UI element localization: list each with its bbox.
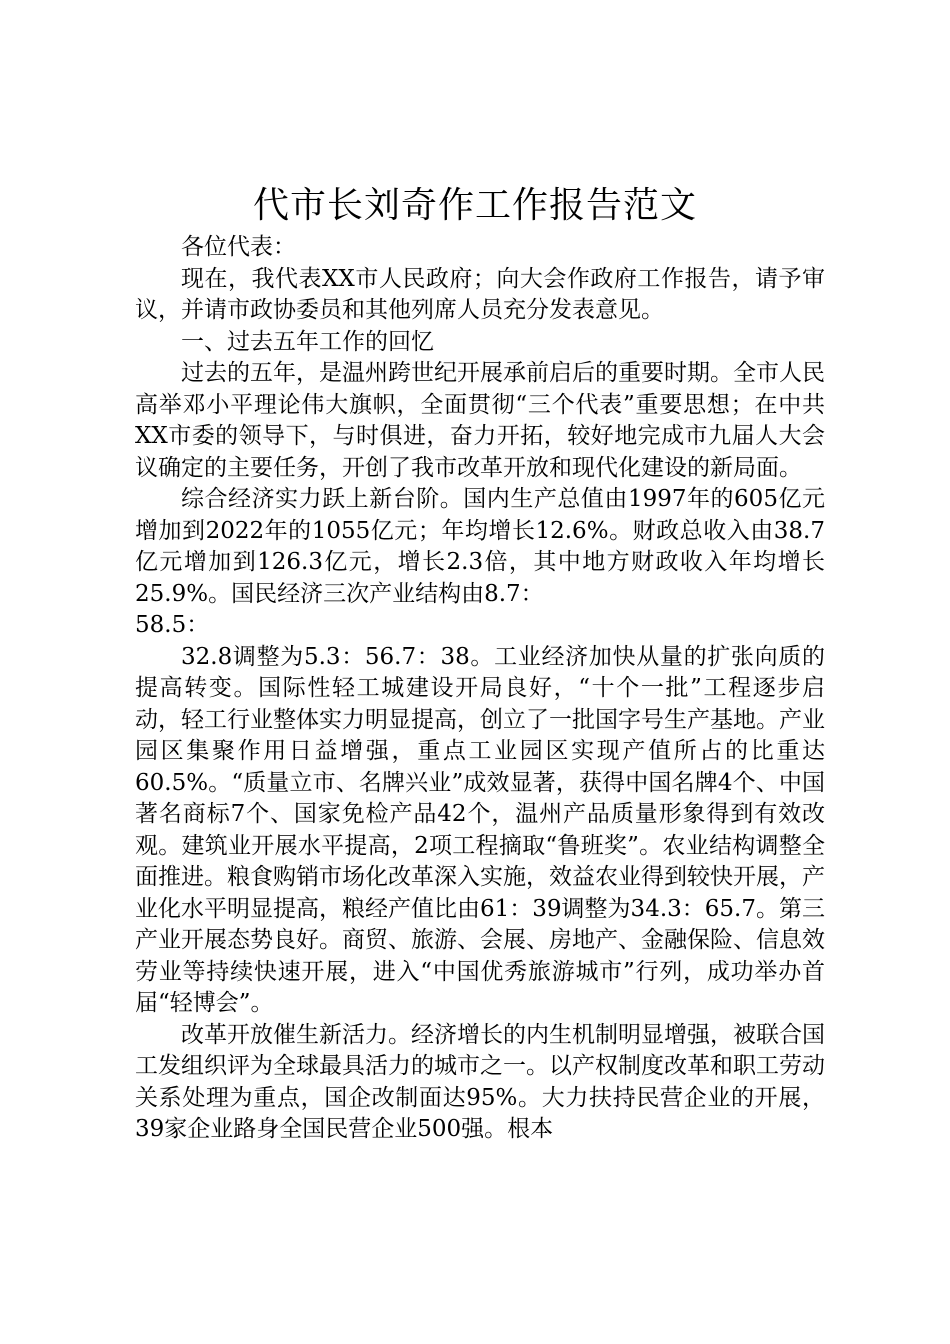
body-paragraph: 32.8调整为5.3：56.7：38。工业经济加快从量的扩张向质的提高转变。国际性轻工城建设开局良好，“十个一批”工程逐步启动，轻工行业整体实力明显提高，创立了一批国字号生产基地。产业园区集聚作用日益增强，重点工业园区实现产值所占的比重达60.5%。“质量立市、名牌兴业”成效显著，获得中国名牌4个、中国著名商标7个、国家免检产品42个，温州产品质量形象得到有效改观。建筑业开展水平提高，2项工程摘取“鲁班奖”。农业结构调整全面推进。粮食购销市场化改革深入实施，效益农业得到较快开展，产业化水平明显提高，粮经产值比由61：39调整为34.3：65.7。第三产业开展态势良好。商贸、旅游、会展、房地产、金融保险、信息效劳业等持续快速开展，进入“中国优秀旅游城市”行列，成功举办首届“轻博会”。 xyxy=(135,643,825,1016)
intro-paragraph: 现在，我代表XX市人民政府；向大会作政府工作报告，请予审议，并请市政协委员和其他列席人员充分发表意见。 xyxy=(135,265,825,323)
body-paragraph: 综合经济实力跃上新台阶。国内生产总值由1997年的605亿元增加到2022年的1055亿元；年均增长12.6%。财政总收入由38.7亿元增加到126.3亿元，增长2.3倍，其中地方财政收入年均增长25.9%。国民经济三次产业结构由8.7： xyxy=(135,486,825,607)
salutation-paragraph: 各位代表： xyxy=(181,234,296,260)
document-body xyxy=(135,232,825,1146)
section-heading: 一、过去五年工作的回忆 xyxy=(181,328,434,355)
document-title: 代市长刘奇作工作报告范文 xyxy=(252,185,697,226)
body-paragraph: 过去的五年，是温州跨世纪开展承前启后的重要时期。全市人民高举邓小平理论伟大旗帜，全面贯彻“三个代表”重要思想；在中共XX市委的领导下，与时俱进，奋力开拓，较好地完成市九届人大会议确定的主要任务，开创了我市改革开放和现代化建设的新局面。 xyxy=(135,360,825,481)
body-paragraph: 改革开放催生新活力。经济增长的内生机制明显增强，被联合国工发组织评为全球最具活力的城市之一。以产权制度改革和职工劳动关系处理为重点，国企改制面达95%。大力扶持民营企业的开展，39家企业路身全国民营企业500强。根本 xyxy=(135,1021,825,1142)
body-paragraph: 58.5： xyxy=(135,612,210,638)
